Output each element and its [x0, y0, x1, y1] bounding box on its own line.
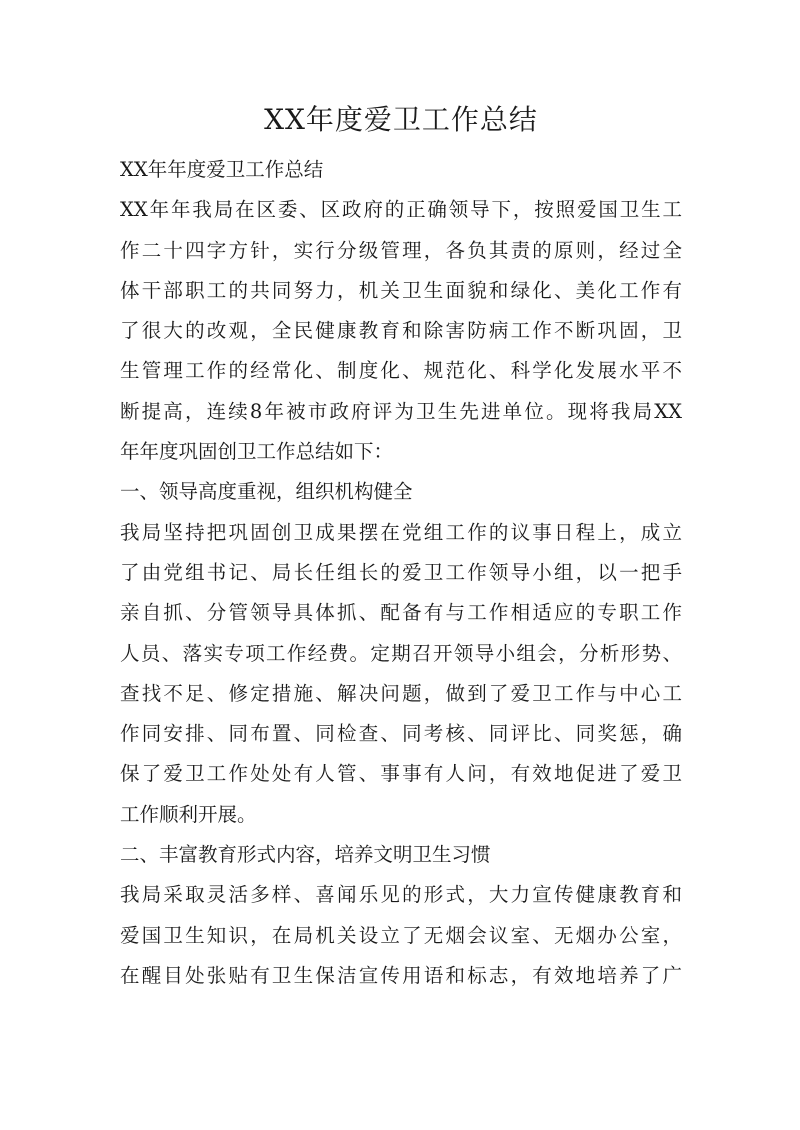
text-line: 作二十四字方针，实行分级管理，各负其责的原则，经过全: [120, 238, 682, 262]
text-line: XX年年度爱卫工作总结: [120, 158, 324, 181]
text-line: 二、丰富教育形式内容，培养文明卫生习惯: [120, 843, 491, 867]
text-line: 工作顺利开展。: [120, 802, 257, 826]
text-line: 保了爱卫工作处处有人管、事事有人问，有效地促进了爱卫: [120, 762, 682, 786]
text-line: 年年度巩固创卫工作总结如下：: [120, 440, 394, 464]
document-body: [120, 150, 682, 996]
text-line: XX年年我局在区委、区政府的正确领导下，按照爱国卫生工: [120, 198, 682, 222]
text-line: 了很大的改观，全民健康教育和除害防病工作不断巩固，卫: [120, 319, 682, 343]
text-line: 断提高，连续8年被市政府评为卫生先进单位。现将我局XX: [120, 399, 682, 423]
text-line: 作同安排、同布置、同检查、同考核、同评比、同奖惩，确: [120, 722, 682, 746]
text-line: 一、领导高度重视，组织机构健全: [120, 480, 413, 504]
text-line: 在醒目处张贴有卫生保洁宣传用语和标志，有效地培养了广: [120, 963, 682, 987]
text-line: 人员、落实专项工作经费。定期召开领导小组会，分析形势、: [120, 641, 682, 665]
document-title: XX年度爱卫工作总结: [264, 103, 538, 136]
document-page: [120, 0, 682, 996]
text-line: 爱国卫生知识，在局机关设立了无烟会议室、无烟办公室，: [120, 923, 682, 947]
text-line: 亲自抓、分管领导具体抓、配备有与工作相适应的专职工作: [120, 601, 682, 625]
text-line: 生管理工作的经常化、制度化、规范化、科学化发展水平不: [120, 359, 682, 383]
text-line: 查找不足、修定措施、解决问题，做到了爱卫工作与中心工: [120, 681, 682, 705]
text-line: 我局采取灵活多样、喜闻乐见的形式，大力宣传健康教育和: [120, 883, 682, 907]
text-line: 我局坚持把巩固创卫成果摆在党组工作的议事日程上，成立: [120, 520, 682, 544]
text-line: 了由党组书记、局长任组长的爱卫工作领导小组，以一把手: [120, 560, 682, 584]
text-line: 体干部职工的共同努力，机关卫生面貌和绿化、美化工作有: [120, 278, 682, 302]
